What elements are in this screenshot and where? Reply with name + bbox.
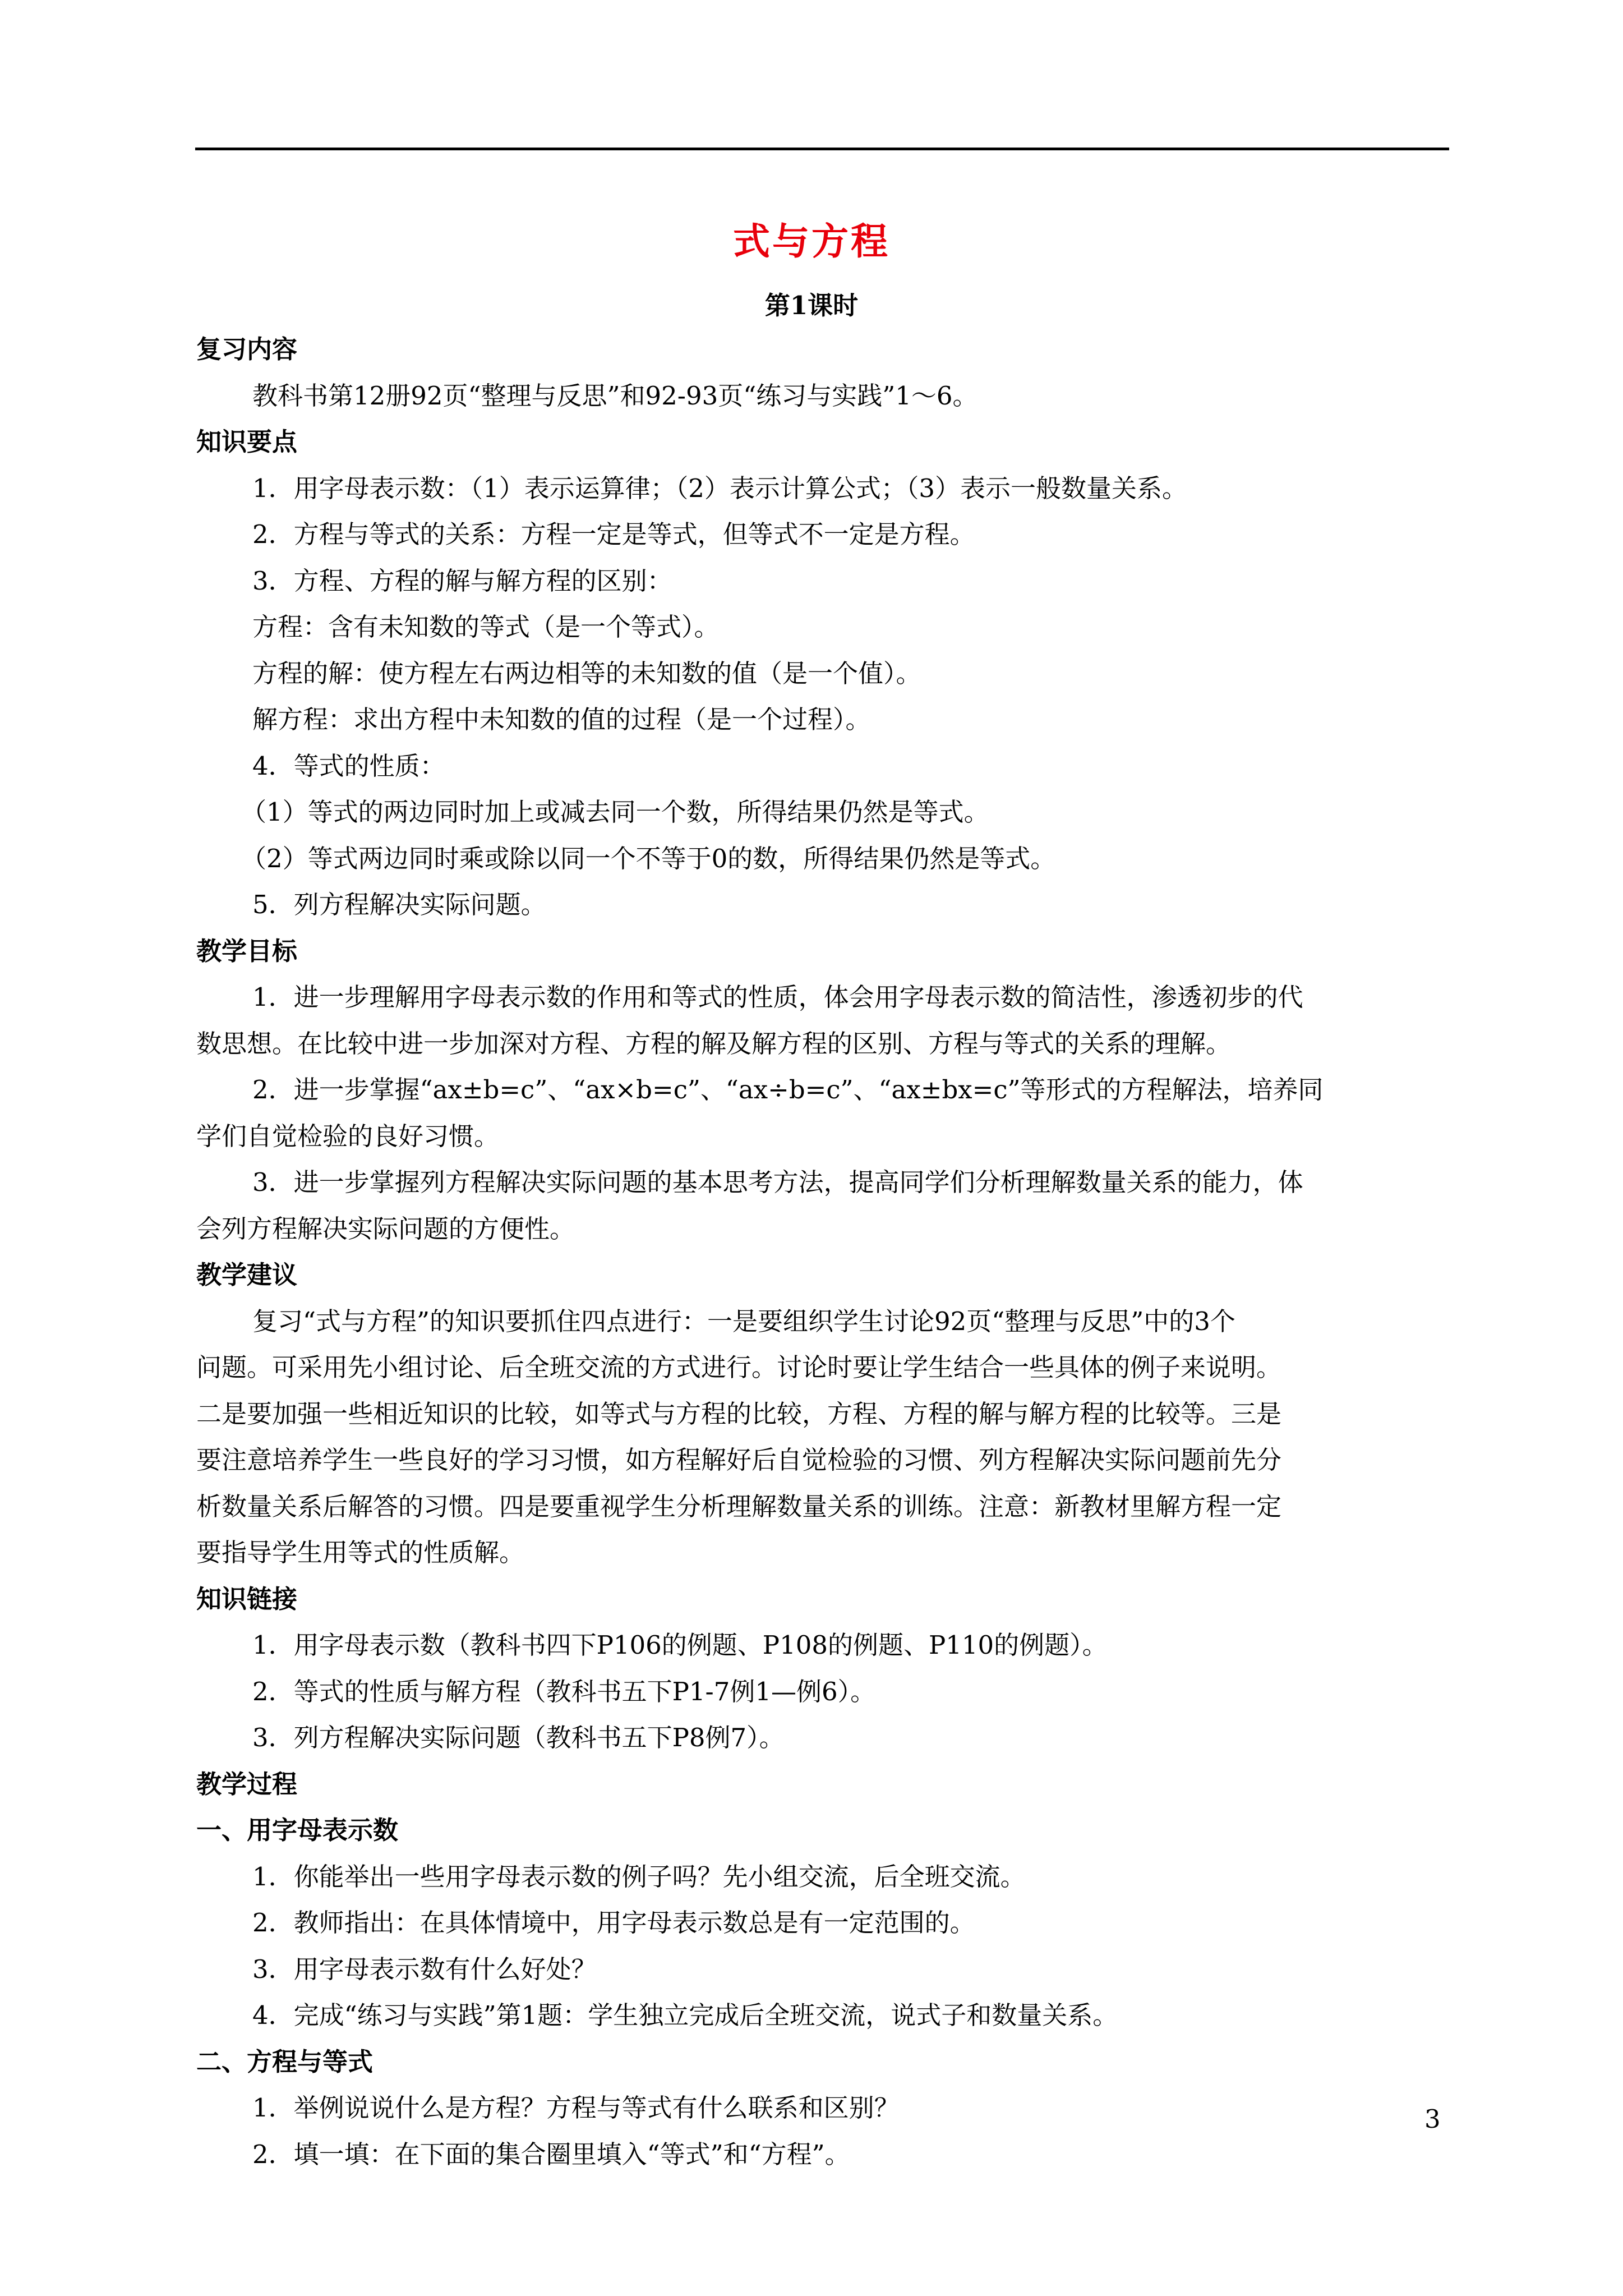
definition-line: 方程：含有未知数的等式（是一个等式）。 [252,612,720,642]
section-heading-teaching-suggestions: 教学建议 [196,1260,298,1290]
paragraph-line: 要指导学生用等式的性质解。 [196,1538,525,1567]
paragraph-line: 3．进一步掌握列方程解决实际问题的基本思考方法，提高同学们分析理解数量关系的能力，体 [252,1167,1303,1197]
paragraph-line: 教科书第12册92页“整理与反思”和92-93页“练习与实践”1～6。 [252,380,978,411]
section-heading-teaching-process: 教学过程 [196,1769,298,1799]
list-item: 1．用字母表示数：（1）表示运算律；（2）表示计算公式；（3）表示一般数量关系。 [252,473,1188,503]
list-item: 1．举例说说什么是方程？方程与等式有什么联系和区别？ [252,2093,900,2123]
page-number: 3 [1424,2104,1441,2134]
list-item: 3．用字母表示数有什么好处？ [252,1954,597,1984]
section-heading-key-points: 知识要点 [196,427,298,457]
paragraph-line: 1．进一步理解用字母表示数的作用和等式的性质，体会用字母表示数的简洁性，渗透初步的代 [252,982,1303,1012]
sub-list-item: （2）等式两边同时乘或除以同一个不等于0的数，所得结果仍然是等式。 [241,843,1056,873]
list-item: 2．填一填：在下面的集合圈里填入“等式”和“方程”。 [252,2139,850,2169]
list-item: 3．方程、方程的解与解方程的区别： [252,565,672,596]
list-item: 1．用字母表示数（教科书四下P106的例题、P108的例题、P110的例题）。 [252,1630,1108,1660]
paragraph-line: 2．进一步掌握“ax±b=c”、“ax×b=c”、“ax÷b=c”、“ax±bx=c”等形式的方程解法，培养同 [252,1075,1324,1105]
list-item: 3．列方程解决实际问题（教科书五下P8例7）。 [252,1723,785,1752]
paragraph-line: 问题。可采用先小组讨论、后全班交流的方式进行。讨论时要让学生结合一些具体的例子来说明。 [196,1352,1282,1382]
header-rule [195,148,1449,150]
paragraph-line: 学们自觉检验的良好习惯。 [196,1121,500,1151]
paragraph-line: 析数量关系后解答的习惯。四是要重视学生分析理解数量关系的训练。注意：新教材里解方程一定 [196,1491,1282,1521]
section-heading-teaching-goals: 教学目标 [196,936,298,966]
list-item: 2．教师指出：在具体情境中，用字母表示数总是有一定范围的。 [252,1908,975,1938]
lesson-subtitle: 第1课时 [764,291,859,320]
paragraph-line: 会列方程解决实际问题的方便性。 [196,1213,575,1244]
subsection-heading-equations: 二、方程与等式 [196,2046,374,2077]
list-item: 5．列方程解决实际问题。 [252,890,546,919]
list-item: 2．等式的性质与解方程（教科书五下P1-7例1—例6）。 [252,1676,876,1706]
section-heading-review-content: 复习内容 [196,334,298,364]
paragraph-line: 二是要加强一些相近知识的比较，如等式与方程的比较，方程、方程的解与解方程的比较等。三是 [196,1398,1282,1429]
document-body [196,326,1449,2178]
list-item: 4．等式的性质： [252,751,445,781]
paragraph-line: 要注意培养学生一些良好的学习习惯，如方程解好后自觉检验的习惯、列方程解决实际问题前先分 [196,1445,1282,1475]
sub-list-item: （1）等式的两边同时加上或减去同一个数，所得结果仍然是等式。 [241,797,989,827]
paragraph-line: 复习“式与方程”的知识要抓住四点进行：一是要组织学生讨论92页“整理与反思”中的3个 [252,1306,1235,1336]
subsection-heading-letters-as-numbers: 一、用字母表示数 [196,1815,399,1845]
definition-line: 方程的解：使方程左右两边相等的未知数的值（是一个值）。 [252,658,921,688]
list-item: 2．方程与等式的关系：方程一定是等式，但等式不一定是方程。 [252,519,975,549]
paragraph-line: 数思想。在比较中进一步加深对方程、方程的解及解方程的区别、方程与等式的关系的理解。 [196,1028,1232,1059]
definition-line: 解方程：求出方程中未知数的值的过程（是一个过程）。 [252,705,871,734]
section-heading-knowledge-links: 知识链接 [196,1584,298,1614]
document-title: 式与方程 [733,219,890,263]
list-item: 1．你能举出一些用字母表示数的例子吗？先小组交流，后全班交流。 [252,1861,1026,1892]
list-item: 4．完成“练习与实践”第1题：学生独立完成后全班交流，说式子和数量关系。 [252,2000,1118,2030]
